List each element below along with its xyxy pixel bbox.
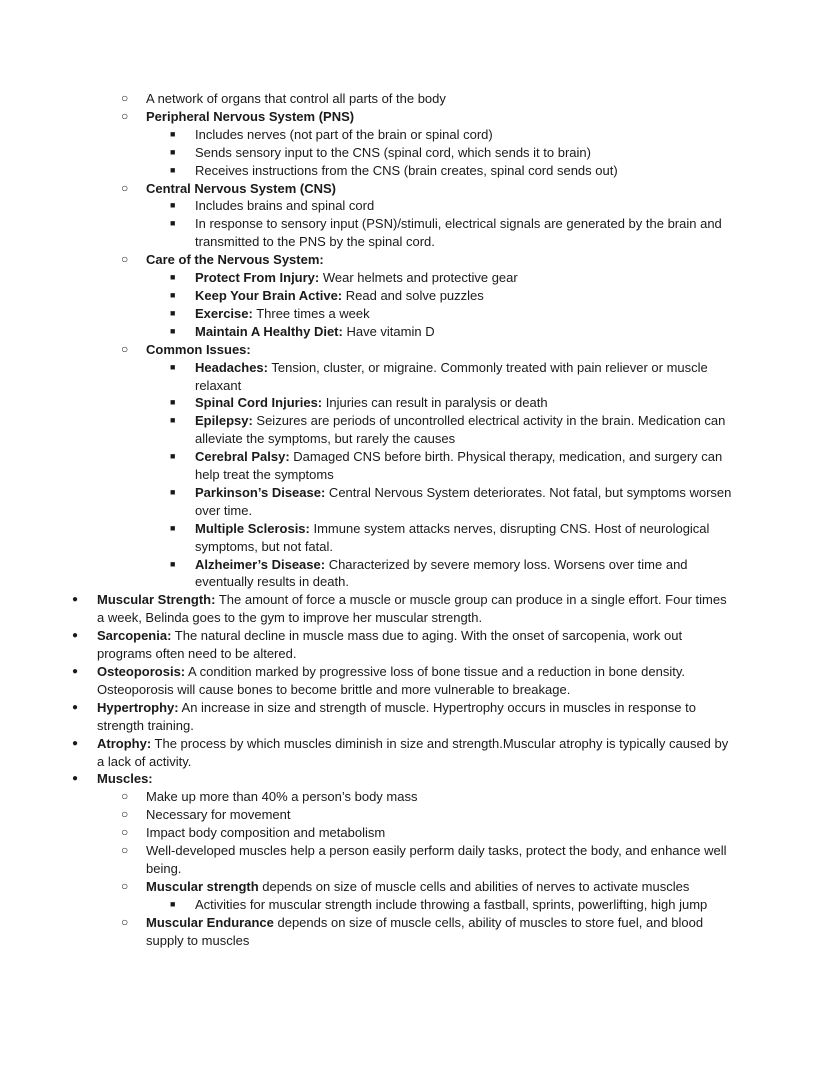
list-item-description: Wear helmets and protective gear <box>319 270 518 286</box>
list-item-text <box>97 591 737 627</box>
list-item-description: Includes brains and spinal cord <box>195 198 375 214</box>
list-item-term: Protect From Injury: <box>195 270 320 286</box>
list-item-term: Muscles: <box>97 771 153 787</box>
list-item-text <box>195 287 735 305</box>
bullet-icon: ○ <box>121 789 129 804</box>
list-item-description: Receives instructions from the CNS (brain creates, spinal cord sends out) <box>195 162 618 178</box>
bullet-icon: ○ <box>121 180 129 195</box>
list-item-text <box>195 197 735 215</box>
list-item-text <box>146 806 736 824</box>
list-item-text <box>97 770 737 788</box>
list-item-description: Characterized by severe memory loss. Worsens over time and eventually results in death. <box>195 556 688 590</box>
list-item-description: Have vitamin D <box>342 323 435 339</box>
list-item <box>0 359 828 395</box>
list-item-text <box>146 824 736 842</box>
list-item-text <box>195 126 735 144</box>
list-item-text <box>97 735 737 771</box>
list-item-text <box>195 520 735 556</box>
bullet-icon: ■ <box>170 397 176 408</box>
list-item-description: depends on size of muscle cells, ability of muscles to store fuel, and blood supply to muscles <box>146 914 704 948</box>
list-item <box>0 323 828 341</box>
bullet-icon: ■ <box>170 325 176 336</box>
list-item-text <box>195 896 735 914</box>
list-item-text <box>146 90 736 108</box>
bullet-icon: ■ <box>170 289 176 300</box>
list-item-term: Muscular Endurance <box>146 914 274 930</box>
list-item-text <box>97 663 737 699</box>
bullet-icon: ● <box>72 594 79 606</box>
list-item-text <box>195 359 735 395</box>
bullet-icon: ○ <box>121 843 129 858</box>
list-item-text <box>195 394 735 412</box>
list-item-description: A condition marked by progressive loss of bone tissue and a reduction in bone density. Osteoporosis will cause bones to become brittle and more vulnerable to breakage. <box>97 664 685 697</box>
list-item <box>0 448 828 484</box>
list-item-term: Keep Your Brain Active: <box>195 287 343 303</box>
list-item <box>0 180 828 198</box>
list-item-description: Sends sensory input to the CNS (spinal cord, which sends it to brain) <box>195 144 591 160</box>
list-item-text <box>146 108 736 126</box>
list-item-text <box>195 269 735 287</box>
bullet-icon: ■ <box>170 451 176 462</box>
bullet-icon: ○ <box>121 807 129 822</box>
list-item-text <box>146 914 736 950</box>
list-item <box>0 878 828 896</box>
list-item-description: Injuries can result in paralysis or death <box>322 395 548 411</box>
list-item-text <box>195 412 735 448</box>
list-item <box>0 162 828 180</box>
bullet-icon: ● <box>72 773 79 785</box>
bullet-icon: ■ <box>170 522 176 533</box>
list-item <box>0 108 828 126</box>
list-item-term: Central Nervous System (CNS) <box>146 180 336 196</box>
bullet-icon: ■ <box>170 486 176 497</box>
list-item-text <box>195 144 735 162</box>
list-item-description: Tension, cluster, or migraine. Commonly treated with pain reliever or muscle relaxant <box>195 359 708 393</box>
list-item-description: In response to sensory input (PSN)/stimuli, electrical signals are generated by the brain and transmitted to the PNS by the spinal cord. <box>195 216 722 250</box>
list-item <box>0 824 828 842</box>
list-item-text <box>146 251 736 269</box>
bullet-icon: ■ <box>170 415 176 426</box>
bullet-icon: ● <box>72 737 79 749</box>
list-item-text <box>195 484 735 520</box>
list-item-term: Alzheimer’s Disease: <box>195 556 326 572</box>
list-item <box>0 699 828 735</box>
list-item-description: Activities for muscular strength include throwing a fastball, sprints, powerlifting, high jump <box>195 896 708 912</box>
bullet-icon: ■ <box>170 307 176 318</box>
list-item <box>0 341 828 359</box>
list-item-term: Multiple Sclerosis: <box>195 520 310 536</box>
list-item <box>0 770 828 788</box>
list-item <box>0 914 828 950</box>
list-item-text <box>195 305 735 323</box>
list-item-text <box>146 788 736 806</box>
list-item-description: depends on size of muscle cells and abilities of nerves to activate muscles <box>258 878 690 894</box>
list-item-text <box>146 878 736 896</box>
list-item <box>0 663 828 699</box>
bullet-icon: ○ <box>121 108 129 123</box>
list-item-description: Three times a week <box>252 305 370 321</box>
list-item-term: Peripheral Nervous System (PNS) <box>146 108 355 124</box>
list-item-description: Impact body composition and metabolism <box>146 825 386 841</box>
list-item-description: Central Nervous System deteriorates. Not fatal, but symptoms worsen over time. <box>195 484 732 518</box>
list-item-term: Osteoporosis: <box>97 664 186 679</box>
list-item <box>0 627 828 663</box>
list-item-term: Spinal Cord Injuries: <box>195 395 323 411</box>
list-item <box>0 394 828 412</box>
list-item-term: Muscular Strength: <box>97 592 216 608</box>
bullet-icon: ■ <box>170 272 176 283</box>
list-item <box>0 484 828 520</box>
bullet-icon: ■ <box>170 361 176 372</box>
list-item <box>0 412 828 448</box>
list-item-text <box>195 215 735 251</box>
list-item <box>0 806 828 824</box>
bullet-icon: ■ <box>170 218 176 229</box>
list-item-description: An increase in size and strength of muscle. Hypertrophy occurs in muscles in response to strength training. <box>97 699 696 733</box>
bullet-icon: ○ <box>121 878 129 893</box>
bullet-icon: ■ <box>170 164 176 175</box>
list-item <box>0 251 828 269</box>
list-item-description: Damaged CNS before birth. Physical therapy, medication, and surgery can help treat the symptoms <box>195 449 723 483</box>
bullet-icon: ● <box>72 701 79 713</box>
bullet-icon: ○ <box>121 825 129 840</box>
list-item-description: Make up more than 40% a person’s body mass <box>146 789 418 805</box>
list-item <box>0 788 828 806</box>
list-item-description: Includes nerves (not part of the brain or spinal cord) <box>195 126 493 142</box>
list-item <box>0 591 828 627</box>
bullet-icon: ○ <box>121 252 129 267</box>
list-item-text <box>146 842 736 878</box>
list-item-term: Parkinson’s Disease: <box>195 484 326 500</box>
list-item-description: Necessary for movement <box>146 807 291 823</box>
bullet-icon: ○ <box>121 914 129 929</box>
bullet-icon: ■ <box>170 128 176 139</box>
list-item <box>0 144 828 162</box>
list-item <box>0 90 828 108</box>
list-item-term: Maintain A Healthy Diet: <box>195 323 343 339</box>
list-item-term: Headaches: <box>195 359 268 375</box>
list-item-description: Seizures are periods of uncontrolled electrical activity in the brain. Medication can alleviate the symptoms, but rarely the causes <box>195 413 726 447</box>
bullet-icon: ■ <box>170 200 176 211</box>
list-item-text <box>97 699 737 735</box>
list-item <box>0 520 828 556</box>
list-item-term: Care of the Nervous System: <box>146 252 324 268</box>
bullet-icon: ● <box>72 666 79 677</box>
list-item <box>0 126 828 144</box>
list-item <box>0 556 828 592</box>
list-item-text <box>146 341 736 359</box>
list-item <box>0 896 828 914</box>
list-item-term: Exercise: <box>195 305 253 321</box>
list-item-text <box>195 323 735 341</box>
list-item-text <box>97 627 737 663</box>
list-item-term: Epilepsy: <box>195 413 253 429</box>
bullet-icon: ○ <box>121 91 129 105</box>
list-item-term: Cerebral Palsy: <box>195 449 290 465</box>
list-item-description: Read and solve puzzles <box>342 287 484 303</box>
document-page <box>0 90 828 950</box>
bullet-icon: ○ <box>121 341 129 356</box>
list-item-description: Well-developed muscles help a person easily perform daily tasks, protect the body, and enhance well being. <box>146 843 727 876</box>
list-item-term: Muscular strength <box>146 878 259 894</box>
list-item <box>0 842 828 878</box>
list-item-description: The amount of force a muscle or muscle group can produce in a single effort. Four times a week, Belinda goes to the gym to improve her muscular strength. <box>97 592 727 626</box>
list-item-text <box>195 448 735 484</box>
list-item-term: Common Issues: <box>146 341 251 357</box>
list-item <box>0 197 828 215</box>
list-item <box>0 269 828 287</box>
list-item <box>0 215 828 251</box>
list-item <box>0 735 828 771</box>
list-item-description: The natural decline in muscle mass due to aging. With the onset of sarcopenia, work out programs often need to be altered. <box>97 628 683 662</box>
list-item-description: A network of organs that control all parts of the body <box>146 91 446 106</box>
list-item-description: The process by which muscles diminish in size and strength.Muscular atrophy is typically caused by a lack of activity. <box>97 735 729 769</box>
list-item-description: Immune system attacks nerves, disrupting CNS. Host of neurological symptoms, but not fatal. <box>195 520 710 554</box>
bullet-icon: ● <box>72 630 79 642</box>
list-item-term: Sarcopenia: <box>97 628 172 644</box>
list-item-text <box>195 162 735 180</box>
bullet-icon: ■ <box>170 898 176 909</box>
list-item-text <box>146 180 736 198</box>
list-item <box>0 305 828 323</box>
list-item-term: Hypertrophy: <box>97 699 179 715</box>
list-item-term: Atrophy: <box>97 735 152 751</box>
list-item-text <box>195 556 735 592</box>
bullet-icon: ■ <box>170 558 176 569</box>
bullet-icon: ■ <box>170 146 176 157</box>
list-item <box>0 287 828 305</box>
